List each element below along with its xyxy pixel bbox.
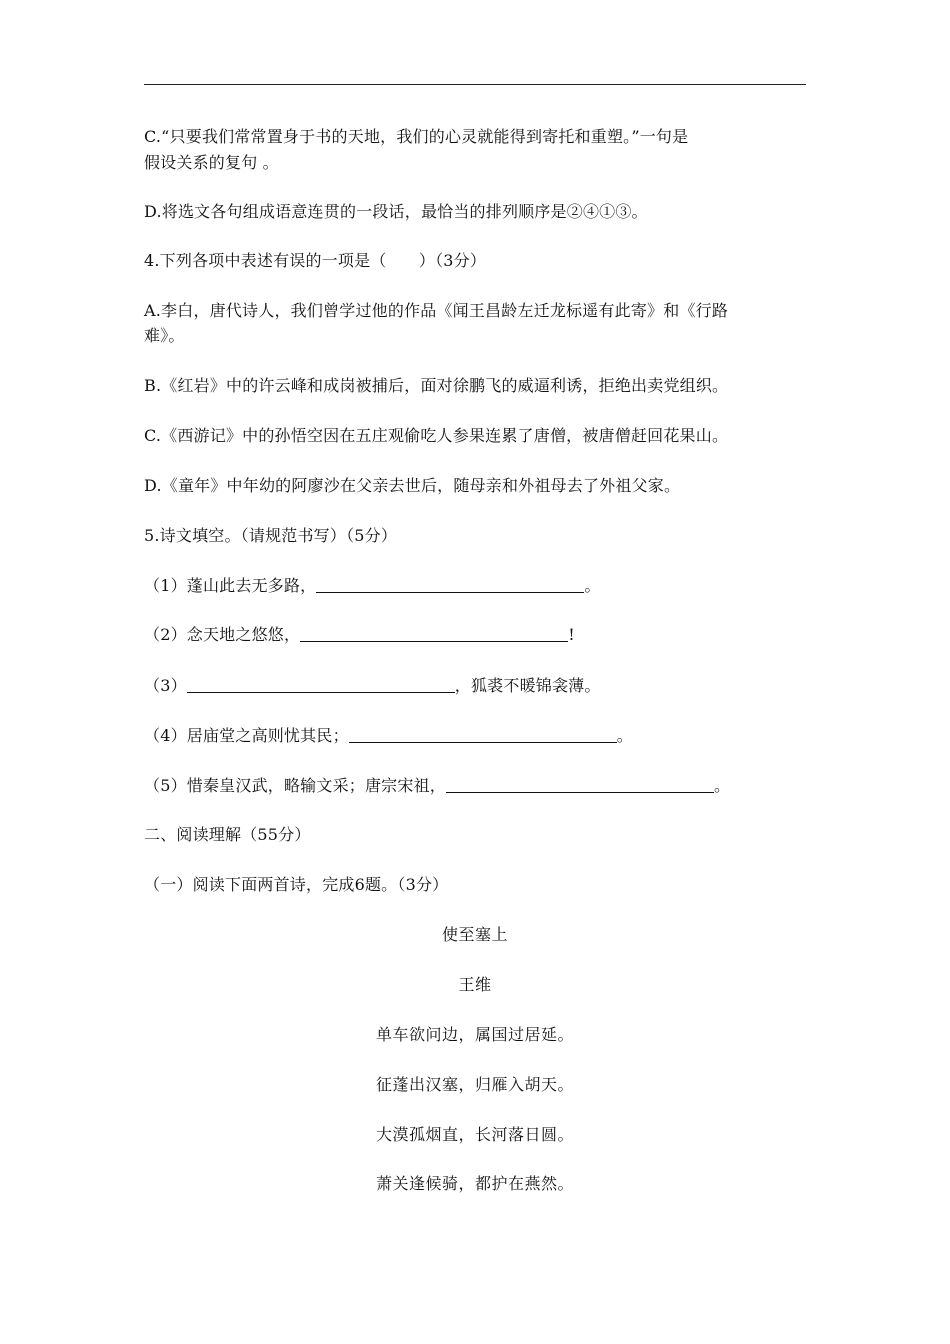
- q5-item-2-end: !: [568, 625, 575, 644]
- poem-line-2: 征蓬出汉塞，归雁入胡天。: [375, 1075, 574, 1094]
- poem-line-4: 萧关逢候骑，都护在燕然。: [375, 1174, 574, 1193]
- q4-option-a-line2: 难》。: [144, 326, 185, 345]
- subsection-1-heading: （一）阅读下面两首诗，完成6题。（3分）: [144, 875, 449, 894]
- q5-item-3-blank[interactable]: [187, 674, 455, 693]
- q5-item-4-blank[interactable]: [349, 724, 617, 743]
- q5-item-2: [144, 623, 806, 647]
- q4-option-c: C.《西游记》中的孙悟空因在五庄观偷吃人参果连累了唐僧，被唐僧赶回花果山。: [144, 426, 729, 445]
- poem-author: 王维: [458, 975, 492, 994]
- q5-item-4-end: 。: [616, 726, 633, 745]
- q4-option-d: D.《童年》中年幼的阿廖沙在父亲去世后，随母亲和外祖母去了外祖父家。: [144, 476, 681, 495]
- q5-item-5: [144, 774, 806, 798]
- q4-option-a-line1: A.李白，唐代诗人，我们曾学过他的作品《闻王昌龄左迁龙标遥有此寄》和《行路: [144, 301, 729, 320]
- q5-item-1-text: （1）蓬山此去无多路，: [144, 576, 317, 595]
- q3-option-c-line2: 假设关系的复句 。: [144, 153, 279, 172]
- q5-item-1-blank[interactable]: [316, 574, 584, 593]
- q5-item-3-end: ，狐裘不暖锦衾薄。: [454, 676, 601, 695]
- q5-item-4-text: （4）居庙堂之高则忧其民；: [144, 726, 349, 745]
- q4-prompt: 4.下列各项中表述有误的一项是（ ）（3分）: [144, 251, 487, 270]
- q5-item-2-text: （2）念天地之悠悠，: [144, 625, 301, 644]
- section-2-heading: 二、阅读理解（55分）: [144, 825, 311, 844]
- poem-line-1: 单车欲问边，属国过居延。: [375, 1025, 574, 1044]
- q5-item-5-end: 。: [713, 776, 731, 795]
- q4-option-b: B.《红岩》中的许云峰和成岗被捕后，面对徐鹏飞的威逼利诱，拒绝出卖党组织。: [144, 376, 729, 395]
- q5-item-5-blank[interactable]: [446, 774, 714, 793]
- q5-item-2-blank[interactable]: [300, 623, 568, 642]
- header-rule: [144, 84, 806, 85]
- q5-item-3: [144, 674, 806, 698]
- q3-option-c-line1: C.“只要我们常常置身于书的天地，我们的心灵就能得到寄托和重塑。”一句是: [144, 127, 689, 146]
- poem-title: 使至塞上: [441, 925, 508, 944]
- q5-item-3-text: （3）: [144, 676, 187, 695]
- q5-item-4: [144, 724, 806, 748]
- q5-item-1-end: 。: [584, 576, 601, 595]
- q3-option-d: D.将选文各句组成语意连贯的一段话，最恰当的排列顺序是②④①③。: [144, 202, 648, 221]
- poem-line-3: 大漠孤烟直，长河落日圆。: [375, 1125, 574, 1144]
- q5-item-1: [144, 574, 806, 598]
- q5-prompt: 5.诗文填空。（请规范书写）（5分）: [144, 526, 398, 545]
- q5-item-5-text: （5）惜秦皇汉武，略输文采；唐宗宋祖，: [144, 776, 446, 795]
